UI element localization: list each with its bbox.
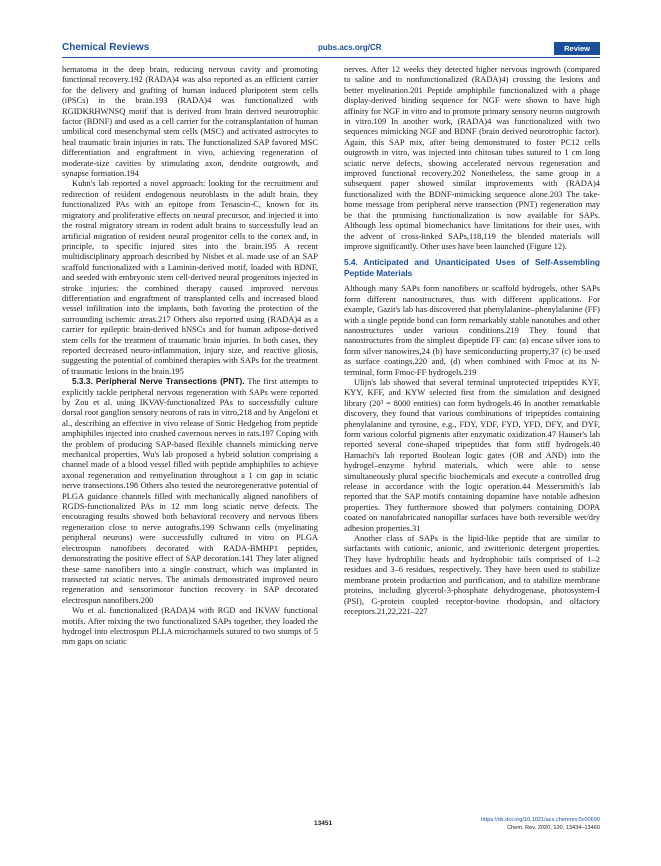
journal-citation: Chem. Rev. 2020, 120, 13434–13460 xyxy=(507,824,600,831)
journal-name: Chemical Reviews xyxy=(62,42,150,53)
paragraph: Ulijn's lab showed that several terminal unprotected tripeptides KYF, KYY, KFF, and KYW selected first from the simulation and designed library (20³ = 8000 entities) can form hydrogels.46 In another remarkable discovery, they found that various combinations of tripeptides containing phenylalanine and tyrosine, e.g., FDY, YDF, FYD, YFD, DFY, and DYF, form various colorful pigments after enzymatic oxidization.47 Hauser's lab reported several cone-shaped tripeptides that form stiff hydrogels.40 Hamachi's lab reported Boolean logic gates (OR and AND) into the hydrogel–enzyme hybrid materials, which were able to sense simultaneously plural specific biochemicals and execute a controlled drug release in accordance with the logic operation.44 Messersmith's lab reported that the SAP motifs containing dopamine have notable adhesion properties. They furthermore showed that polymers containing DOPA coated on nanofabricated nanopillar surfaces have both reversible wet/dry adhesion properties.31 xyxy=(344,376,600,533)
header-divider xyxy=(62,57,600,58)
subsection-text: The first attempts to explicitly tackle peripheral nervous regeneration with SAPs were reported by Zou et al. using IKVAV-functionalized PAs to successfully culture dorsal root ganglion sensory neurons of rats in vitro,218 and by Angeloni et al., describing an effective in vivo release of Sonic Hedgehog from peptide amphiphiles injected into crushed cavernous nerves in rats.197 Coping with the problem of producing SAP-based flexible channels mimicking nerve mechanical properties, Wu's lab proposed a hybrid solution comprising a channel made of a blood vessel filled with peptide amphiphiles to achieve axonal regeneration and remyelination throughout a 1 cm gap in sciatic nerve transections.198 Others also tested the neuroregenerative potential of PLGA guidance channels filled with mechanically aligned nanofibers of RGDS-functionalized PAs in 12 mm long sciatic nerve defects. The encouraging results showed both behavioral recovery and nervous fibers regeneration close to nerve autografts.199 Schwann cells (myelinating peripheral neurons) were successfully cultured in vitro on PLGA electrospun nanofibers decorated with RADA-BMHP1 peptides, demonstrating the positive effect of SAP decoration.141 They later aligned these same nanofibers into a single construct, which was implanted in transected rat sciatic nerves. The animals demonstrated improved neuro regeneration and sensorimotor function recovery in SAP decorated electrospun nanofibers.200 xyxy=(62,376,318,605)
journal-url-link[interactable]: pubs.acs.org/CR xyxy=(318,43,382,52)
paragraph xyxy=(62,376,318,605)
right-column xyxy=(344,64,600,616)
page-number: 13451 xyxy=(314,820,333,827)
section-heading: 5.4. Anticipated and Unanticipated Uses of Self-Assembling Peptide Materials xyxy=(344,257,600,278)
left-column xyxy=(62,64,318,647)
doi-link[interactable]: https://dx.doi.org/10.1021/acs.chemrev.0c00690 xyxy=(481,817,600,823)
paragraph: nerves. After 12 weeks they detected higher nervous ingrowth (compared to saline and to nonfunctionalized (RADA)4) crossing the lesions and better myelination.201 Peptide amphiphile functionalized with a phage display-derived binding sequence for NGF were shown to have high affinity for NGF in vitro and to promote primary sensory neuron outgrowth in vitro.109 In another work, (RADA)4 was functionalized with two sequences mimicking NGF and BDNF (brain derived neurotrophic factor). Again, this SAP mix, after being demonstrated to foster PC12 cells outgrowth in vitro, was injected into chitosan tubes sutured to 1 cm long sciatic nerve defects, showing accelerated nervous regeneration and improved functional recovery.202 Nonetheless, the same group in a subsequent paper showed similar improvements with (RADA)4 functionalized with the BDNF-mimicking sequence alone.203 The take-home message from peripheral nerve transection (PNT) regeneration may be that the promising functionalization is now available for SAPs. Although less optimal biomechanics have limitations for their uses, with the advent of cross-linked SAPs,118,119 the blended materials will improve significantly. Other uses have been launched (Figure 12). xyxy=(344,64,600,251)
page-header xyxy=(62,42,600,58)
paragraph: Wu et al. functionalized (RADA)4 with RGD and IKVAV functional motifs. After mixing the two functionalized SAPs together, they loaded the hydrogel into electrospun PLLA microchannels sutured to two stumps of 5 mm gaps on sciatic xyxy=(62,605,318,647)
footer-citation xyxy=(481,817,600,832)
subsection-heading: 5.3.3. Peripheral Nerve Transections (PNT). xyxy=(72,376,245,387)
paragraph: Another class of SAPs is the lipid-like peptide that are similar to surfactants with cationic, anionic, and zwitterionic detergent properties. They have hydrophilic heads and hydrophobic tails comprised of 1–2 residues and 3–6 residues, respectively. They have been used to stabilize membrane protein production and purification, and to stabilize membrane proteins, including glycerol-3-phosphate dehydrogenase, photosystem-I (PSI), G-protein coupled receptor-bovine rhodopsin, and olfactory receptors.21,22,221–227 xyxy=(344,533,600,616)
article-type-badge: Review xyxy=(554,42,600,55)
paragraph: hematoma in the deep brain, reducing nervous cavity and promoting functional recovery.192 (RADA)4 was also reported as an efficient carrier for the delivery and grafting of human induced pluripotent stem cells (iPSCs) in the brain.193 (RADA)4 was functionalized with RGIDKRHWNSQ motif that is derived from brain derived neurotrophic factor (BDNF) and used as a cell carrier for the cotransplantation of human umbilical cord mesenchymal stem cells (MSC) and activated astrocytes to heal traumatic brain injuries in rats. The functionalized SAP favored MSC differentiation and engraftment in vivo, achieving regeneration of moderate-size cavities by stimulating axon, dendrite outgrowth, and synapse formation.194 xyxy=(62,64,318,179)
paragraph: Kuhn's lab reported a novel approach: looking for the recruitment and redirection of resident endogenous neuroblasts in the adult brain, they functionalized PAs with an epitope from Tenascin-C, known for its migratory and proliferative effects on neural precursor, and injected it into the rostral migratory stream in rodent adult brains to successfully lead an artificial migration of resident neural progenitor cells to the cortex and, in principle, to specific injured sites into the brain.195 A recent multidisciplinary approach described by Nisbet et al. made use of an SAP scaffold functionalized with a Laminin-derived motif, loaded with BDNF, and seeded with embryonic stem cell-derived neural progenitors injected in stroke injuries: the combined therapy caused improved nervous differentiation and engraftment of transplanted cells and increased blood vessel infiltration into the implants, both favoring the protection of the surrounding ischemic areas.217 Others also reported using (RADA)4 as a carrier for epileptic brain-derived hNSCs and for human adipose-derived stem cells for the treatment of traumatic brain injuries. In both cases, they reported decreased neuro-inflammation, injury size, and reactive gliosis, suggesting the potential of combined therapies with SAPs for the treatment of traumatic lesions in the brain.195 xyxy=(62,178,318,376)
paragraph: Although many SAPs form nanofibers or scaffold hydrogels, other SAPs form different nanostructures, thus with different applications. For example, Gazit's lab has discovered that phenylalanine–phenylalanine (FF) with a single peptide bond can form remarkably stable nanotubes and other nanostructures under various conditions.219 They found that nanostructures from the simplest dipeptide FF can: (a) encase silver ions to form silver nanowires,24 (b) have semiconducting property,37 (c) be used as surface coatings,220 and, (d) when combined with Fmoc at its N-terminal, form Fmoc-FF hydrogels.219 xyxy=(344,283,600,377)
